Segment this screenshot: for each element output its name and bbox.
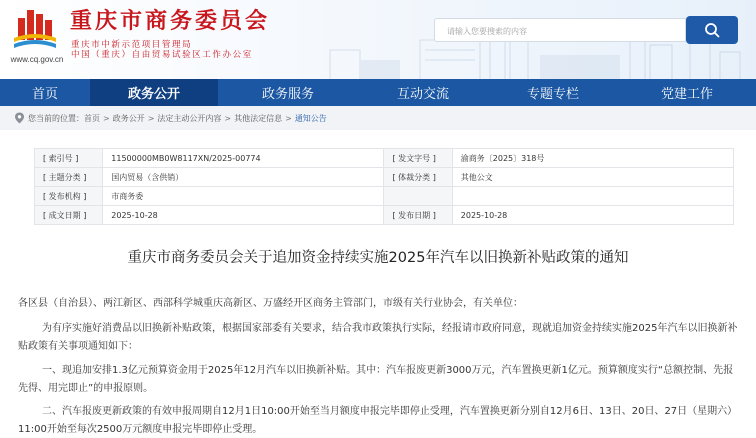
search-input[interactable] <box>435 21 685 43</box>
search-button[interactable] <box>686 16 738 44</box>
breadcrumb-item-statutory-disclosure[interactable]: 法定主动公开内容 <box>157 113 222 123</box>
breadcrumb-item-government-affairs[interactable]: 政务公开 <box>112 113 145 123</box>
info-value <box>452 187 733 206</box>
nav-item-government-services[interactable]: 政务服务 <box>261 87 314 102</box>
info-label <box>384 187 452 206</box>
info-label: [ 发布机构 ] <box>35 187 103 206</box>
nav-item-interaction[interactable]: 互动交流 <box>396 87 449 102</box>
info-label: [ 成文日期 ] <box>35 206 103 225</box>
nav-item-special-topics[interactable]: 专题专栏 <box>526 87 579 102</box>
info-value: 其他公文 <box>452 168 733 187</box>
article-title: 重庆市商务委员会关于追加资金持续实施2025年汽车以旧换新补贴政策的通知 <box>127 250 629 266</box>
search-box <box>434 18 686 42</box>
site-url[interactable]: www.cq.gov.cn <box>10 55 64 64</box>
breadcrumb-item-home[interactable]: 首页 <box>84 113 100 123</box>
main-nav <box>0 79 756 106</box>
site-title[interactable]: 重庆市商务委员会 <box>70 9 271 34</box>
info-row <box>35 206 734 225</box>
info-row <box>35 187 734 206</box>
info-value: 渝商务〔2025〕318号 <box>452 149 733 168</box>
info-value: 2025-10-28 <box>452 206 733 225</box>
info-value: 市商务委 <box>103 187 384 206</box>
info-label: [ 发布日期 ] <box>384 206 452 225</box>
info-row <box>35 168 734 187</box>
breadcrumb-separator: > <box>103 113 110 123</box>
info-label: [ 体裁分类 ] <box>384 168 452 187</box>
nav-item-home[interactable]: 首页 <box>31 87 58 102</box>
site-subtitle-1: 重庆市中新示范项目管理局 <box>71 40 193 50</box>
government-emblem-icon <box>10 4 60 54</box>
info-value: 国内贸易（含供销） <box>103 168 384 187</box>
breadcrumb-separator: > <box>147 113 155 123</box>
search-icon <box>704 22 720 38</box>
nav-item-party-building[interactable]: 党建工作 <box>660 87 713 102</box>
breadcrumb-separator: > <box>285 113 292 123</box>
article-paragraph: 一、现追加安排1.3亿元预算资金用于2025年12月汽车以旧换新补贴。其中：汽车报废更新3000万元，汽车置换更新1亿元。预算额度实行“总额控制、先报先得、用完即止”的申报原则。 <box>18 365 734 394</box>
breadcrumb-item-other-statutory-info[interactable]: 其他法定信息 <box>234 113 283 123</box>
breadcrumb-separator: > <box>224 113 232 123</box>
info-label: [ 发文字号 ] <box>384 149 452 168</box>
breadcrumb-item-notices[interactable]: 通知公告 <box>294 113 327 123</box>
info-value: 2025-10-28 <box>103 206 384 225</box>
breadcrumb-prefix: 您当前的位置： <box>28 113 84 123</box>
article-paragraph: 二、汽车报废更新政策的有效申报周期自12月1日10:00开始至当月额度申报完毕即停止受理，汽车置换更新分别自12月6日、13日、20日、27日（星期六）11:00开始至每次2500万元额度申报完毕即停止受理。 <box>18 406 738 435</box>
info-label: [ 索引号 ] <box>35 149 103 168</box>
breadcrumb <box>0 106 756 130</box>
article-paragraph: 各区县（自治县）、两江新区、西部科学城重庆高新区、万盛经开区商务主管部门，市级有关行业协会，有关单位： <box>18 298 523 309</box>
site-subtitle-2: 中国（重庆）自由贸易试验区工作办公室 <box>71 50 253 60</box>
nav-item-government-affairs[interactable]: 政务公开 <box>90 79 218 106</box>
location-pin-icon <box>14 112 25 124</box>
info-row <box>35 149 734 168</box>
document-info-table <box>34 148 734 225</box>
article-paragraph: 为有序实施好消费品以旧换新补贴政策，根据国家部委有关要求，结合我市政策执行实际，经报请市政府同意，现就追加资金持续实施2025年汽车以旧换新补贴政策有关事项通知如下： <box>18 323 738 352</box>
info-label: [ 主题分类 ] <box>35 168 103 187</box>
info-value: 11500000MB0W8117XN/2025-00774 <box>103 149 384 168</box>
site-header <box>0 0 756 79</box>
